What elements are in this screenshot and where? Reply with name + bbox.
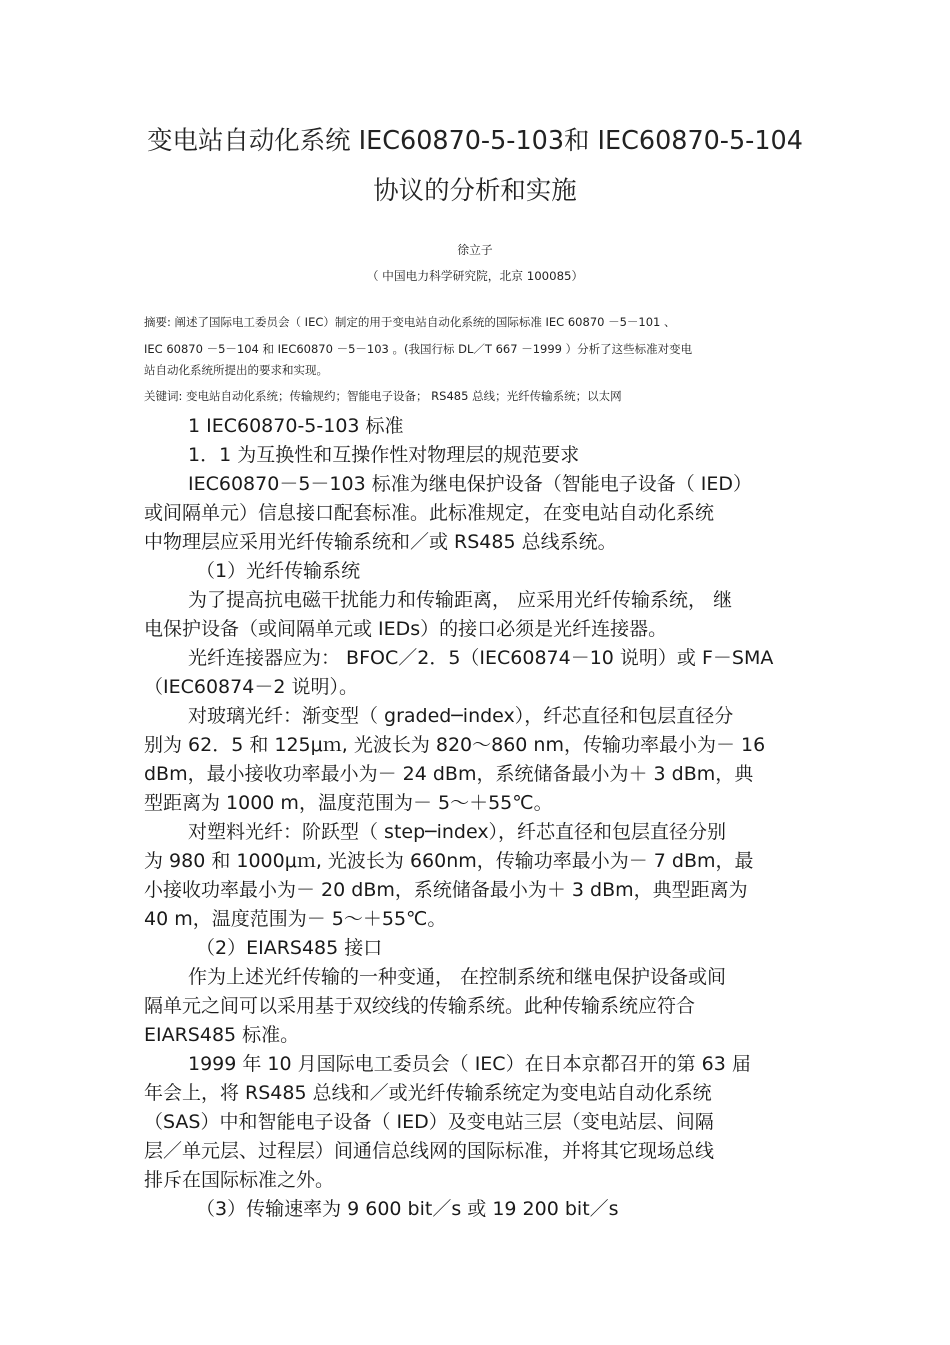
item-heading: （1）光纤传输系统 <box>196 560 361 582</box>
body-line: 排斥在国际标准之外。 <box>144 1169 335 1191</box>
body-line: 年会上，将 RS485 总线和／或光纤传输系统定为变电站自动化系统 <box>144 1082 712 1104</box>
body-line: 或间隔单元）信息接口配套标准。此标准规定，在变电站自动化系统 <box>144 502 715 524</box>
abstract-line: 站自动化系统所提出的要求和实现。 <box>144 363 328 377</box>
body-line: 为了提高抗电磁干扰能力和传输距离， 应采用光纤传输系统， 继 <box>188 589 733 611</box>
abstract-line: IEC 60870 －5－104 和 IEC60870 －5－103 。(我国行标 DL／T 667 －1999 ）分析了这些标准对变电 <box>144 342 693 356</box>
body-line: 隔单元之间可以采用基于双绞线的传输系统。此种传输系统应符合 <box>144 995 696 1017</box>
author-name: 徐立子 <box>457 243 493 257</box>
body-line: 光纤连接器应为： BFOC／2．5（IEC60874－10 说明）或 F－SMA <box>188 647 774 669</box>
item-heading: （3）传输速率为 9 600 bit／s 或 19 200 bit／s <box>196 1198 619 1220</box>
section-heading: 1 IEC60870-5-103 标准 <box>188 415 404 437</box>
keywords-line: 关键词: 变电站自动化系统；传输规约；智能电子设备； RS485 总线；光纤传输系统；以太网 <box>144 389 622 403</box>
document-title-line-1: 变电站自动化系统 IEC60870-5-103和 IEC60870-5-104 <box>147 126 803 156</box>
subsection-heading: 1．1 为互换性和互操作性对物理层的规范要求 <box>188 444 580 466</box>
abstract-line: 摘要: 阐述了国际电工委员会（ IEC）制定的用于变电站自动化系统的国际标准 IEC 60870 －5－101 、 <box>144 315 676 329</box>
item-heading: （2）EIARS485 接口 <box>196 937 383 959</box>
body-line: 作为上述光纤传输的一种变通， 在控制系统和继电保护设备或间 <box>188 966 727 988</box>
body-line: （SAS）中和智能电子设备（ IED）及变电站三层（变电站层、间隔 <box>144 1111 714 1133</box>
body-line: 对玻璃光纤：渐变型（ graded─index），纤芯直径和包层直径分 <box>188 705 734 727</box>
body-line: 对塑料光纤：阶跃型（ step─index），纤芯直径和包层直径分别 <box>188 821 727 843</box>
body-line: 型距离为 1000 m，温度范围为－ 5～＋55℃。 <box>144 792 553 814</box>
body-line: 1999 年 10 月国际电工委员会（ IEC）在日本京都召开的第 63 届 <box>188 1053 751 1075</box>
author-affiliation: （ 中国电力科学研究院，北京 100085） <box>366 269 584 283</box>
body-line: 层／单元层、过程层）间通信总线网的国际标准，并将其它现场总线 <box>144 1140 715 1162</box>
body-line: 电保护设备（或间隔单元或 IEDs）的接口必须是光纤连接器。 <box>144 618 668 640</box>
document-title-line-2: 协议的分析和实施 <box>373 176 577 206</box>
body-line: （IEC60874－2 说明）。 <box>144 676 358 698</box>
body-line: 别为 62．5 和 125μｍ, 光波长为 820～860 nm，传输功率最小为－ 16 <box>144 734 766 756</box>
body-line: 40 m，温度范围为－ 5～＋55℃。 <box>144 908 447 930</box>
body-line: 中物理层应采用光纤传输系统和／或 RS485 总线系统。 <box>144 531 617 553</box>
body-line: IEC60870－5－103 标准为继电保护设备（智能电子设备（ IED） <box>188 473 752 495</box>
body-line: 为 980 和 1000μｍ, 光波长为 660nm，传输功率最小为－ 7 dBm，最 <box>144 850 754 872</box>
body-line: 小接收功率最小为－ 20 dBm，系统储备最小为＋ 3 dBm，典型距离为 <box>144 879 748 901</box>
body-line: EIARS485 标准。 <box>144 1024 300 1046</box>
body-line: dBm，最小接收功率最小为－ 24 dBm，系统储备最小为＋ 3 dBm，典 <box>144 763 754 785</box>
